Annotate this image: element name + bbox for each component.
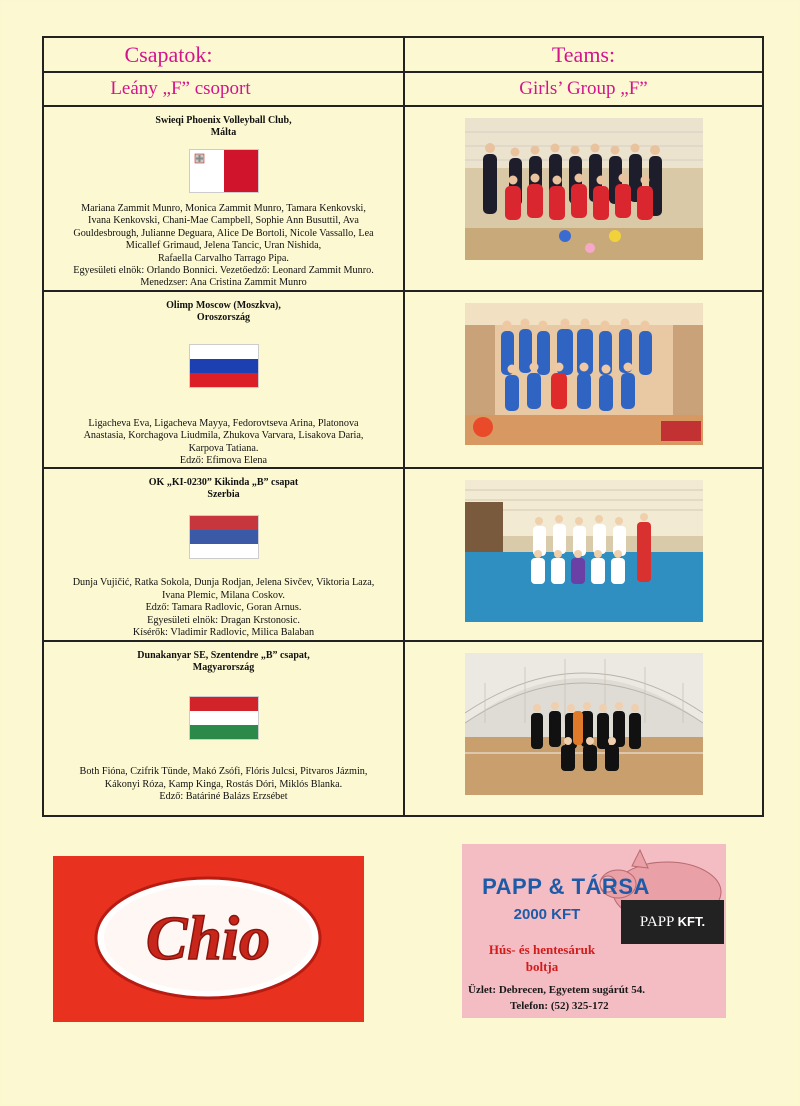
team-photo-cell — [404, 468, 763, 641]
papp-logo-kft: KFT. — [677, 914, 706, 929]
team-name — [44, 477, 403, 501]
team-name — [44, 115, 403, 139]
chio-brand-text: Chio — [145, 905, 271, 973]
roster — [44, 418, 403, 468]
team-name-line: Olimp Moscow (Moszkva), — [166, 299, 281, 311]
team-row — [43, 468, 763, 641]
roster-line: Rafaella Carvalho Tarrago Pipa. — [158, 252, 289, 264]
group-title-en: Girls’ Group „F” — [519, 78, 648, 99]
papp-logo-papp: PAPP — [639, 914, 674, 930]
papp-address: Üzlet: Debrecen, Egyetem sugárút 54. — [468, 984, 645, 996]
group-cell-hu — [43, 72, 404, 106]
team-photo — [465, 303, 703, 445]
roster-line: Ivana Kenkovski, Chani-Mae Campbell, Sophie Ann Busuttil, Ava — [88, 215, 359, 227]
roster-line: Mariana Zammit Munro, Monica Zammit Munro, Tamara Kenkovski, — [81, 203, 366, 214]
papp-kft-logo — [621, 900, 724, 944]
papp-phone: Telefon: (52) 325-172 — [510, 1000, 609, 1012]
teams-table — [42, 36, 764, 817]
title-en: Teams: — [551, 42, 616, 67]
roster-line: Dunja Vujičić, Ratka Sokola, Dunja Rodjan, Jelena Sivčev, Viktoria Laza, — [72, 577, 375, 589]
team-photo-cell — [404, 291, 763, 469]
roster-line: Ivana Plemic, Milana Coskov. — [162, 589, 285, 601]
roster-line: Egyesületi elnök: Dragan Krstonosic. — [147, 614, 300, 626]
roster-line: Both Fióna, Czifrik Tünde, Makó Zsófi, Flóris Julcsi, Pitvaros Jázmin, — [79, 766, 368, 778]
team-country: Szerbia — [207, 489, 240, 501]
team-photo — [465, 118, 703, 260]
team-name — [44, 650, 403, 674]
roster-line: Edző: Efimova Elena — [179, 455, 268, 467]
team-info-cell — [43, 291, 404, 469]
roster — [44, 766, 403, 803]
roster-line: Ligacheva Eva, Ligacheva Mayya, Fedorovtseva Arina, Platonova — [88, 417, 359, 429]
title-cell-en — [404, 37, 763, 72]
papp-title: PAPP & TÁRSA — [482, 874, 650, 899]
group-cell-en — [404, 72, 763, 106]
hungary-flag — [189, 696, 259, 740]
roster-line: Kákonyi Róza, Kamp Kinga, Rostás Dóri, Miklós Blanka. — [104, 778, 343, 790]
roster-line: Anastasia, Korchagova Liudmila, Zhukova Varvara, Lisakova Daria, — [83, 430, 364, 442]
title-row — [43, 37, 763, 72]
roster-line: Edző: Tamara Radlovic, Goran Arnus. — [145, 602, 302, 614]
group-title-hu: Leány „F” csoport — [110, 78, 251, 99]
roster-line: Karpova Tatiana. — [188, 442, 259, 454]
roster-line: Micallef Grimaud, Jelena Tancic, Uran Nishida, — [125, 240, 322, 252]
papp-advertisement — [462, 844, 726, 1018]
chio-logo — [53, 856, 364, 1022]
papp-tagline-2: boltja — [525, 959, 559, 974]
team-photo — [465, 653, 703, 795]
russia-flag — [189, 344, 259, 388]
papp-subtitle: 2000 KFT — [513, 906, 581, 923]
team-name-line: Swieqi Phoenix Volleyball Club, — [155, 115, 292, 126]
group-row — [43, 72, 763, 106]
team-photo — [465, 480, 703, 622]
roster-line: Gouldesbrough, Julianne Deguara, Alice De Bortoli, Nicole Vassallo, Lea — [73, 227, 374, 239]
roster-line: Edző: Batáriné Balázs Erzsébet — [159, 791, 288, 803]
roster — [44, 203, 403, 290]
team-name-line: Dunakanyar SE, Szentendre „B” csapat, — [137, 650, 310, 662]
team-info-cell — [43, 641, 404, 816]
papp-tagline-1: Hús- és hentesáruk — [488, 942, 596, 957]
title-cell-hu — [43, 37, 404, 72]
team-row — [43, 106, 763, 291]
team-name-line: OK „KI-0230” Kikinda „B” csapat — [148, 477, 299, 489]
team-country: Magyarország — [192, 662, 255, 674]
chio-advertisement — [53, 856, 364, 1022]
team-country: Oroszország — [196, 311, 251, 323]
team-row — [43, 641, 763, 816]
team-name — [44, 300, 403, 324]
team-info-cell — [43, 106, 404, 291]
team-photo-cell — [404, 106, 763, 291]
roster-line: Egyesületi elnök: Orlando Bonnici. Vezetőedző: Leonard Zammit Munro. — [73, 265, 374, 277]
serbia-flag — [189, 515, 259, 559]
roster-line: Kísérők: Vladimir Radlovic, Milica Balaban — [132, 627, 315, 639]
roster — [44, 577, 403, 639]
team-photo-cell — [404, 641, 763, 816]
team-info-cell — [43, 468, 404, 641]
roster-line: Menedzser: Ana Cristina Zammit Munro — [140, 277, 307, 289]
team-country: Málta — [210, 127, 237, 138]
malta-flag — [189, 149, 259, 193]
title-hu: Csapatok: — [124, 42, 213, 67]
team-row — [43, 291, 763, 469]
